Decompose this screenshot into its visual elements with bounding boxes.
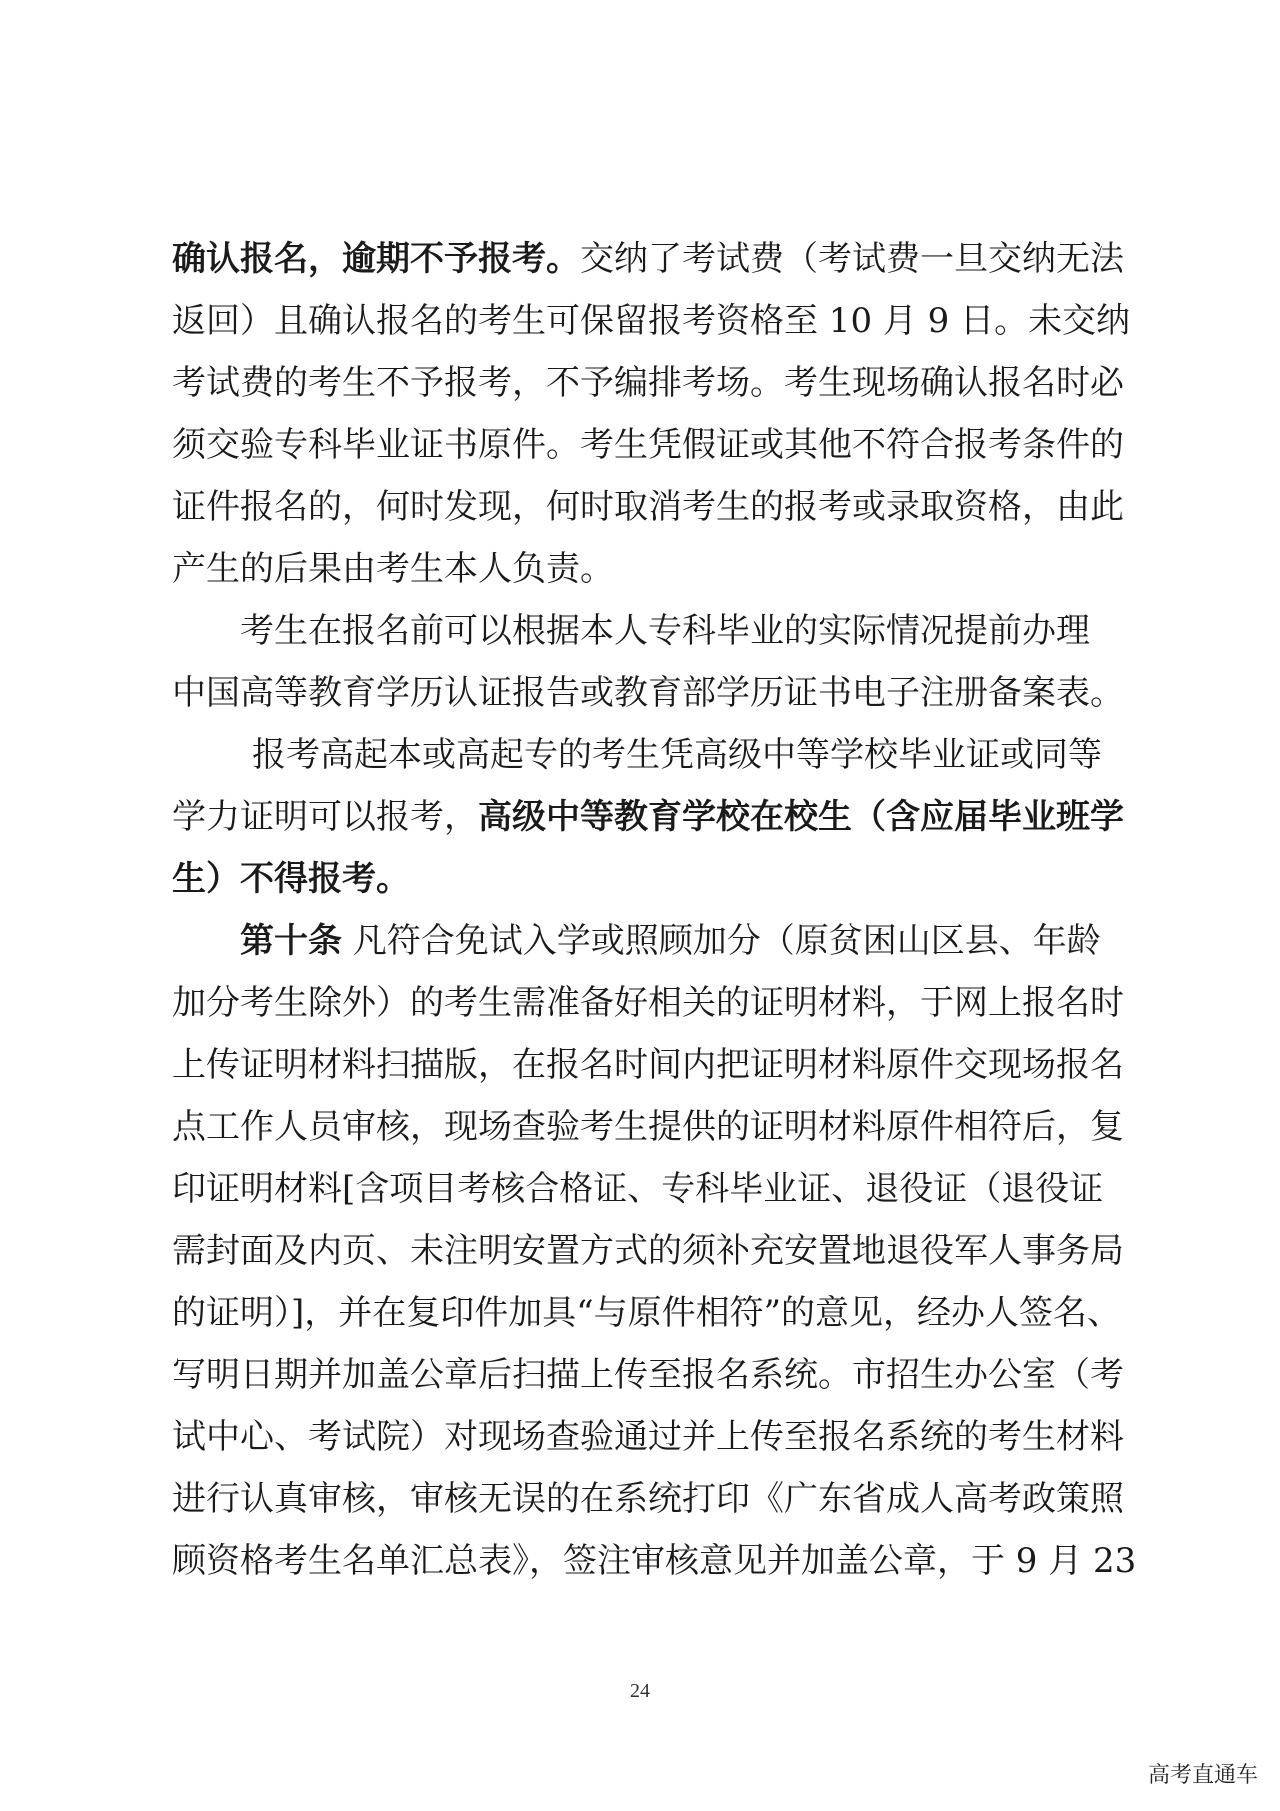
text-line: 中国高等教育学历认证报告或教育部学历证书电子注册备案表。 xyxy=(172,673,1124,713)
text-line: 的证明）]，并在复印件加具“与原件相符”的意见，经办人签名、 xyxy=(172,1293,1122,1333)
text-line: 返回）且确认报名的考生可保留报考资格至 10 月 9 日。未交纳 xyxy=(172,301,1131,341)
text-line: 考生在报名前可以根据本人专科毕业的实际情况提前办理 xyxy=(240,611,1090,651)
text-line: 学力证明可以报考， 高级中等教育学校在校生（含应届毕业班学 xyxy=(172,786,1128,848)
text-line: 需封面及内页、未注明安置方式的须补充安置地退役军人事务局 xyxy=(172,1231,1124,1271)
watermark: 高考直通车 xyxy=(1147,1763,1258,1788)
page-number: 24 xyxy=(630,1680,650,1702)
text-line: 印证明材料[含项目考核合格证、专科毕业证、退役证（退役证 xyxy=(172,1169,1104,1209)
text-line: 上传证明材料扫描版，在报名时间内把证明材料原件交现场报名 xyxy=(172,1045,1124,1085)
text-line: 试中心、考试院）对现场查验通过并上传至报名系统的考生材料 xyxy=(172,1417,1124,1457)
text-line: 须交验专科毕业证书原件。考生凭假证或其他不符合报考条件的 xyxy=(172,425,1124,465)
text-line: 加分考生除外）的考生需准备好相关的证明材料，于网上报名时 xyxy=(172,983,1124,1023)
bold-text: 确认报名，逾期不予报考。 xyxy=(172,239,580,279)
text-line: 产生的后果由考生本人负责。 xyxy=(172,549,614,589)
bold-text: 生）不得报考。 xyxy=(172,859,410,899)
text-line xyxy=(172,848,1128,910)
text-line: 证件报名的，何时发现，何时取消考生的报考或录取资格，由此 xyxy=(172,487,1124,527)
text-line: 确认报名，逾期不予报考。交纳了考试费（考试费一旦交纳无法 xyxy=(172,239,1124,279)
article-ten xyxy=(172,910,1137,1592)
text-line: 考试费的考生不予报考，不予编排考场。考生现场确认报名时必 xyxy=(172,363,1124,403)
text-line: 顾资格考生名单汇总表》，签注审核意见并加盖公章，于 9 月 23 xyxy=(172,1541,1137,1581)
text-line: 第十条 凡符合免试入学或照顾加分（原贫困山区县、年龄 xyxy=(240,921,1101,961)
text-line: 写明日期并加盖公章后扫描上传至报名系统。市招生办公室（考 xyxy=(172,1355,1124,1395)
bold-text: 高级中等教育学校在校生（含应届毕业班学 xyxy=(478,797,1124,837)
article-heading: 第十条 xyxy=(240,921,342,961)
paragraph-eligibility xyxy=(172,724,1128,910)
text-line: 点工作人员审核，现场查验考生提供的证明材料原件相符后，复 xyxy=(172,1107,1124,1147)
paragraph-confirm-registration xyxy=(172,228,1131,600)
text-line: 进行认真审核，审核无误的在系统打印《广东省成人高考政策照 xyxy=(172,1479,1124,1519)
paragraph-certification xyxy=(172,600,1128,724)
text-line: 报考高起本或高起专的考生凭高级中等学校毕业证或同等 xyxy=(252,735,1102,775)
